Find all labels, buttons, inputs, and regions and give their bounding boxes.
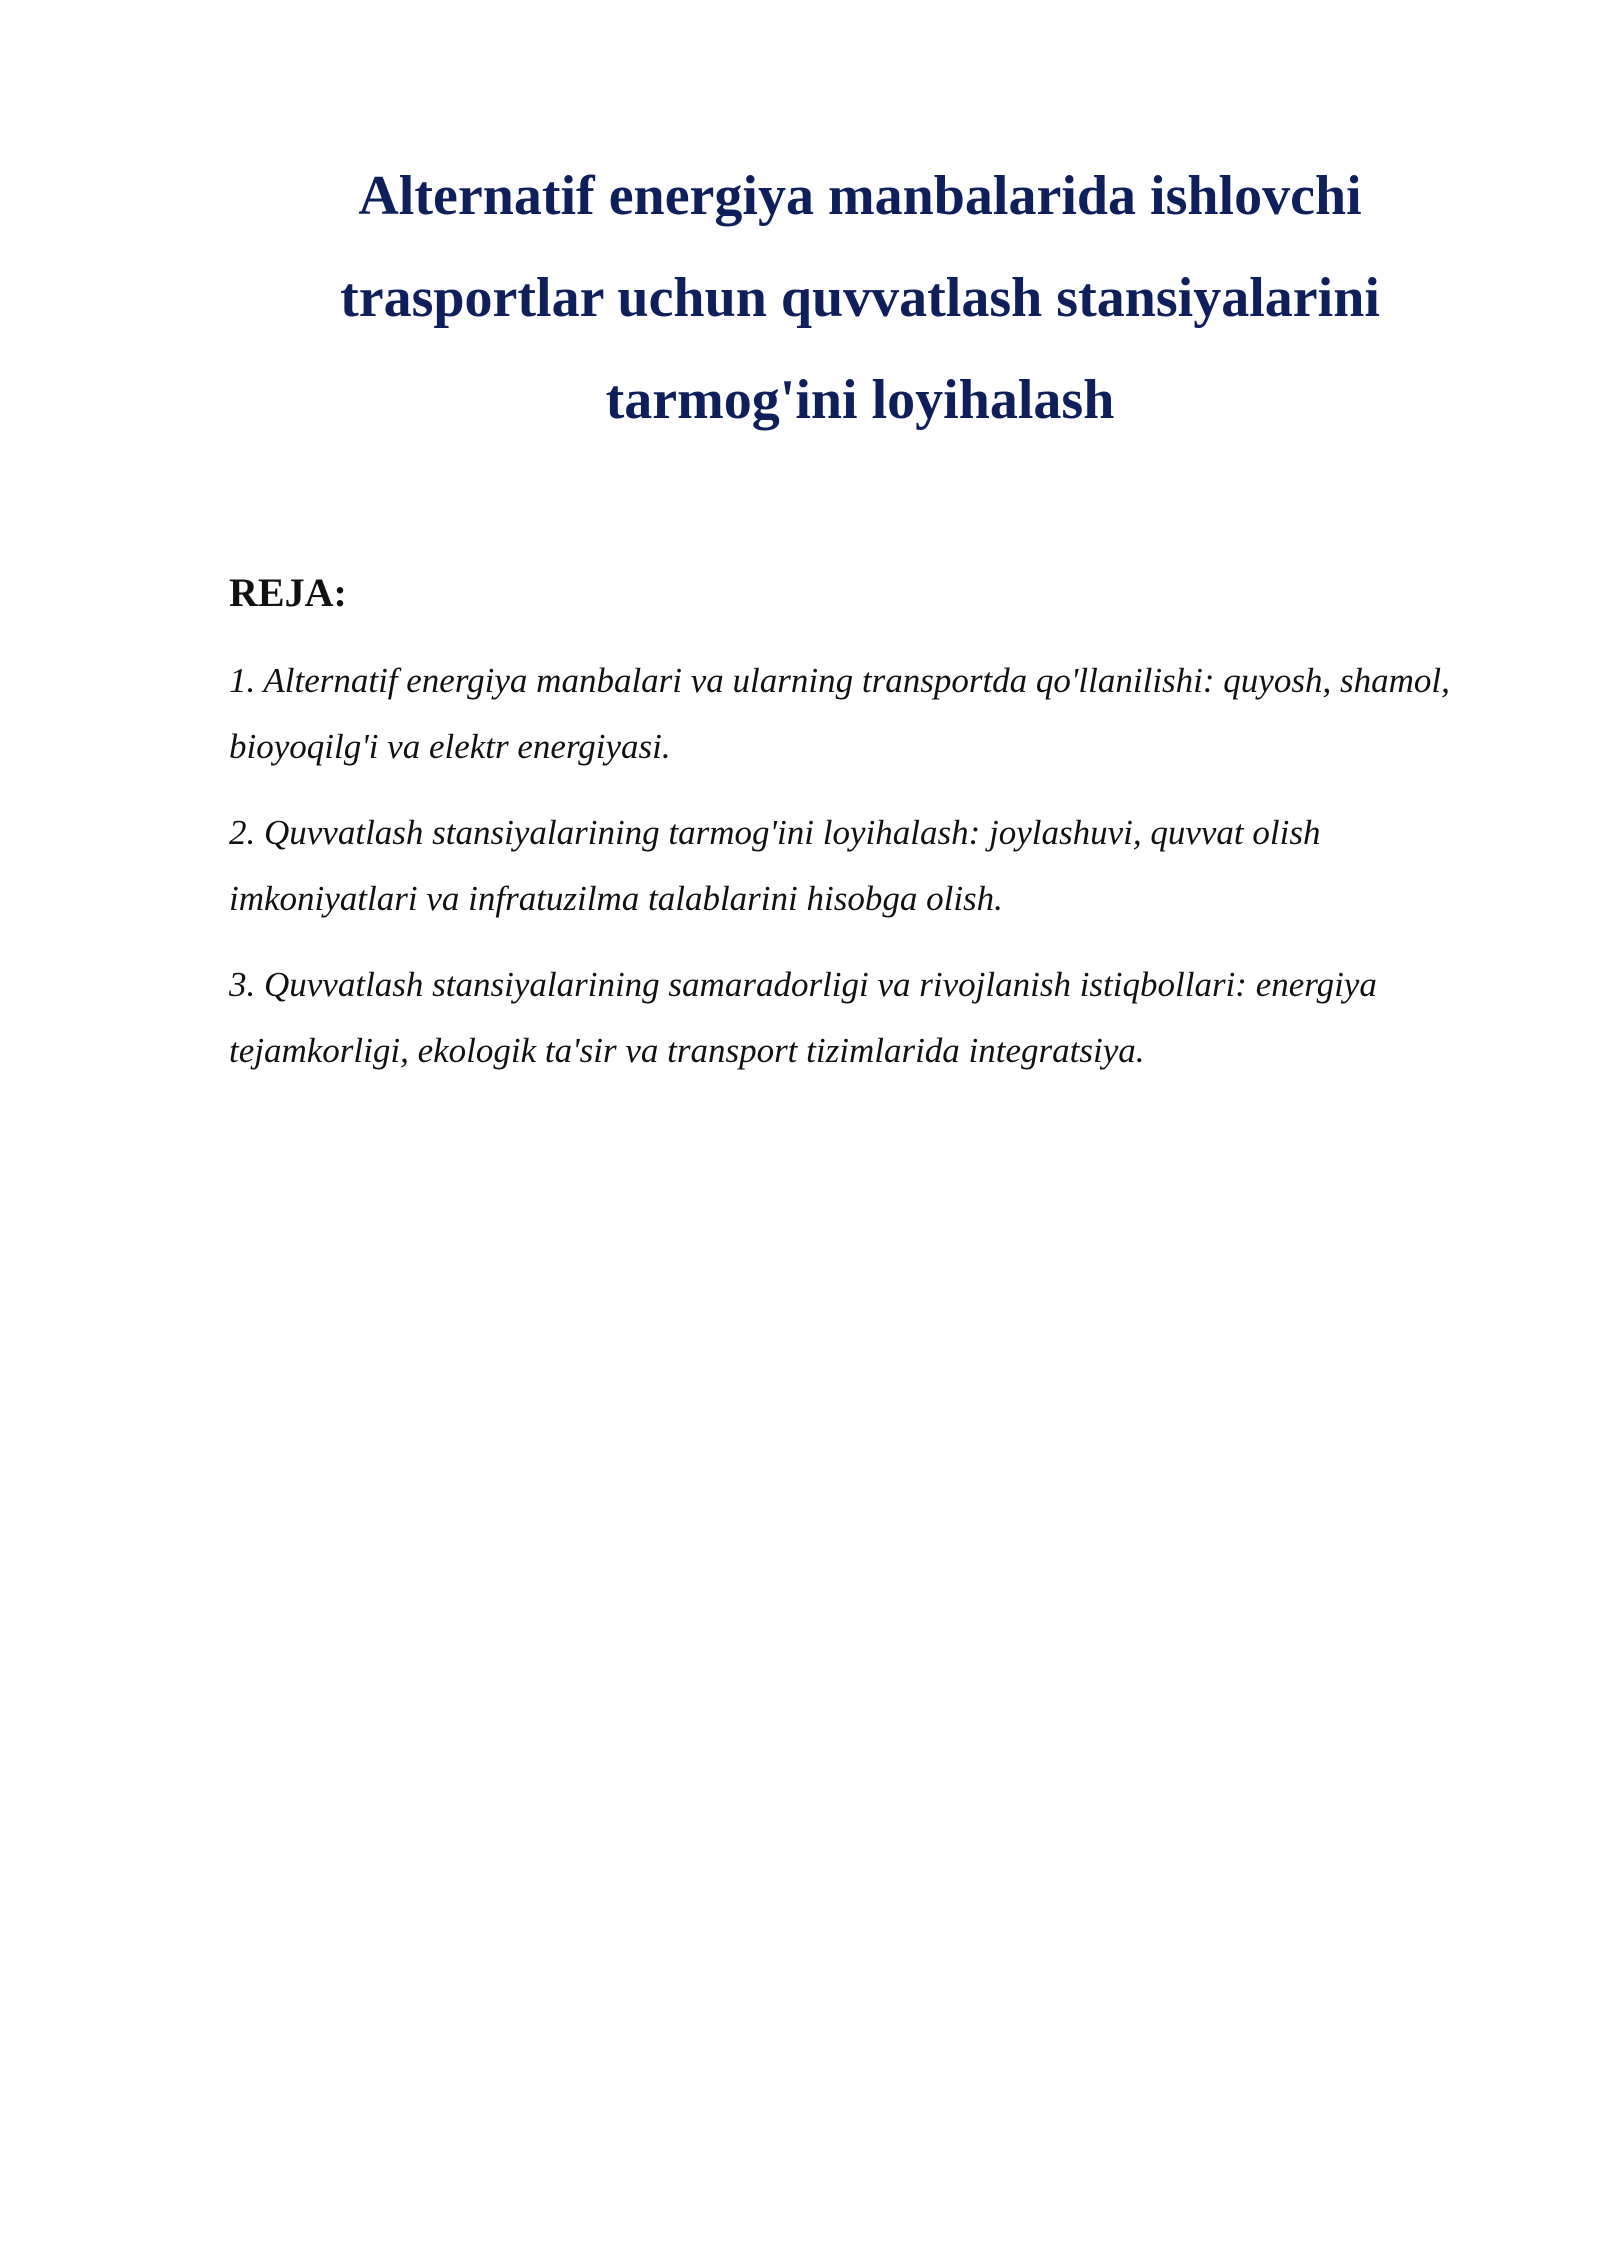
plan-item: 1. Alternatif energiya manbalari va ularning transportda qo'llanilishi: quyosh, shamol, bioyoqilg'i va elektr energiyasi. — [229, 661, 1450, 766]
plan-list — [229, 648, 1479, 1084]
title-line: Alternatif energiya manbalarida ishlovchi — [358, 165, 1362, 227]
plan-heading: REJA: — [229, 570, 347, 615]
document-title — [260, 145, 1460, 451]
plan-item: 3. Quvvatlash stansiyalarining samaradorligi va rivojlanish istiqbollari: energiya tejamkorligi, ekologik ta'sir va transport tizimlarida integratsiya. — [229, 965, 1377, 1070]
title-line: tarmog'ini loyihalash — [605, 369, 1115, 431]
plan-section — [229, 560, 1479, 1104]
plan-item: 2. Quvvatlash stansiyalarining tarmog'ini loyihalash: joylashuvi, quvvat olish imkoniyatlari va infratuzilma talablarini hisobga olish. — [229, 813, 1321, 918]
title-line: trasportlar uchun quvvatlash stansiyalarini — [340, 267, 1380, 329]
